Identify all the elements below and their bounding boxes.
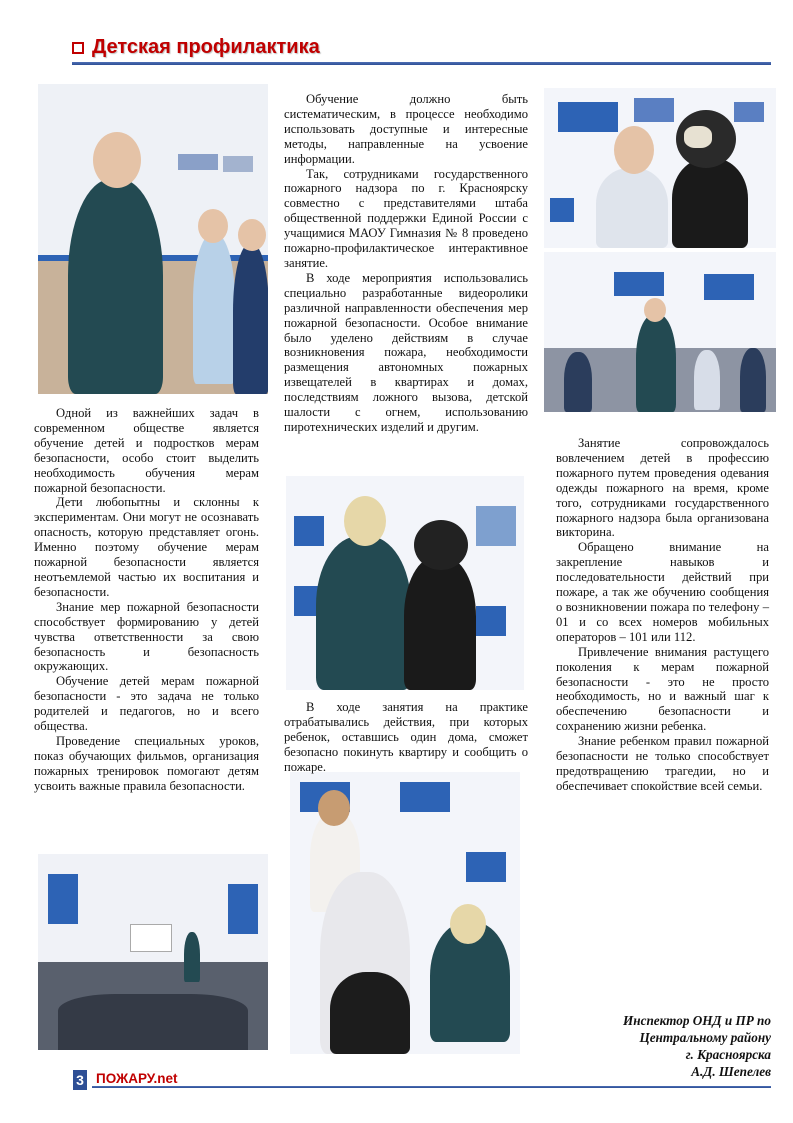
footer-rule bbox=[92, 1086, 771, 1088]
photo-lecture-hall bbox=[38, 854, 268, 1050]
column-2-mid-text bbox=[284, 700, 528, 775]
paragraph: Знание мер пожарной безопасности способствует формированию у детей чувства ответственности за свою безопасность и безопасность окружающих. bbox=[34, 599, 259, 674]
signature-line: г. Красноярска bbox=[685, 1047, 771, 1062]
column-3-text bbox=[556, 436, 769, 794]
paragraph: В ходе мероприятия использовались специально разработанные видеоролики различной направленности обеспечения мер пожарной безопасности. Особое внимание было уделено действиям в случае возникновения пожара, необходимости размещения автономных пожарных извещателей в квартирах и домах, последствиям ложного вызова, детской шалости с огнем, использованию пиротехнических изделий и другим. bbox=[284, 270, 528, 434]
photo-trousers-dressing bbox=[290, 772, 520, 1054]
signature-line: Центральному району bbox=[639, 1030, 771, 1045]
page-number: 3 bbox=[73, 1070, 87, 1090]
paragraph: Проведение специальных уроков, показ обучающих фильмов, организация пожарных тренировок помогают детям усвоить важные правила безопасности. bbox=[34, 733, 259, 793]
section-title-text: Детская профилактика bbox=[92, 36, 320, 58]
photo-helmet-dressing bbox=[286, 476, 524, 690]
photo-firefighter-with-children bbox=[38, 84, 268, 394]
paragraph: Дети любопытны и склонны к экспериментам. Они могут не осознавать опасность, которую представляет огонь. Именно поэтому обучение мерам пожарной безопасности является неотъемлемой частью их воспитания и безопасности. bbox=[34, 495, 259, 599]
header-rule bbox=[72, 62, 771, 65]
paragraph: Одной из важнейших задач в современном обществе является обучение детей и подростков мерам безопасности, особо стоит выделить необходимость обучения мерам пожарной безопасности. bbox=[34, 406, 259, 495]
paragraph: В ходе занятия на практике отрабатывались действия, при которых ребенок, оставшись один дома, сможет безопасно покинуть квартиру и сообщить о пожаре. bbox=[284, 700, 528, 774]
signature-line: Инспектор ОНД и ПР по bbox=[623, 1013, 771, 1028]
site-name: ПОЖАРУ.net bbox=[96, 1071, 178, 1086]
column-2-top-text bbox=[284, 92, 528, 435]
author-signature bbox=[521, 1012, 771, 1080]
column-1-text bbox=[34, 406, 259, 794]
checkbox-bullet-icon bbox=[72, 42, 84, 54]
paragraph: Обучение детей мерам пожарной безопасности - это задача не только родителей и педагогов, но и всего общества. bbox=[34, 674, 259, 734]
paragraph: Так, сотрудниками государственного пожарного надзора по г. Красноярску совместно с представителями штаба общественной поддержки Единой России с учащимися МАОУ Гимназия № 8 проведено пожарно-профилактическое интерактивное занятие. bbox=[284, 166, 528, 270]
paragraph: Занятие сопровождалось вовлечением детей в профессию пожарного путем проведения одевания одежды пожарного на время, кроме того, сотрудниками государственного пожарного надзора была организована викторина. bbox=[556, 436, 769, 540]
photo-kids-auditorium bbox=[544, 252, 776, 412]
paragraph: Обращено внимание на закрепление навыков и последовательности действий при пожаре, а так же обучению сообщения о возникновении пожара по телефону – 01 и со всех номеров мобильных операторов – 101 или 112. bbox=[556, 540, 769, 644]
paragraph: Привлечение внимания растущего поколения к мерам пожарной безопасности - это не просто необходимость, но и важный шаг к обеспечению безопасности и сохранению жизни ребенка. bbox=[556, 644, 769, 734]
photo-girl-helmet bbox=[544, 88, 776, 248]
section-title bbox=[72, 36, 320, 59]
paragraph: Знание ребенком правил пожарной безопасности не только способствует предотвращению трагедии, но и обеспечивает спокойствие всей семьи. bbox=[556, 734, 769, 793]
signature-line: А.Д. Шепелев bbox=[691, 1064, 771, 1079]
paragraph: Обучение должно быть систематическим, в процессе необходимо использовать доступные и интересные методы, направленные на усвоение информации. bbox=[284, 92, 528, 166]
